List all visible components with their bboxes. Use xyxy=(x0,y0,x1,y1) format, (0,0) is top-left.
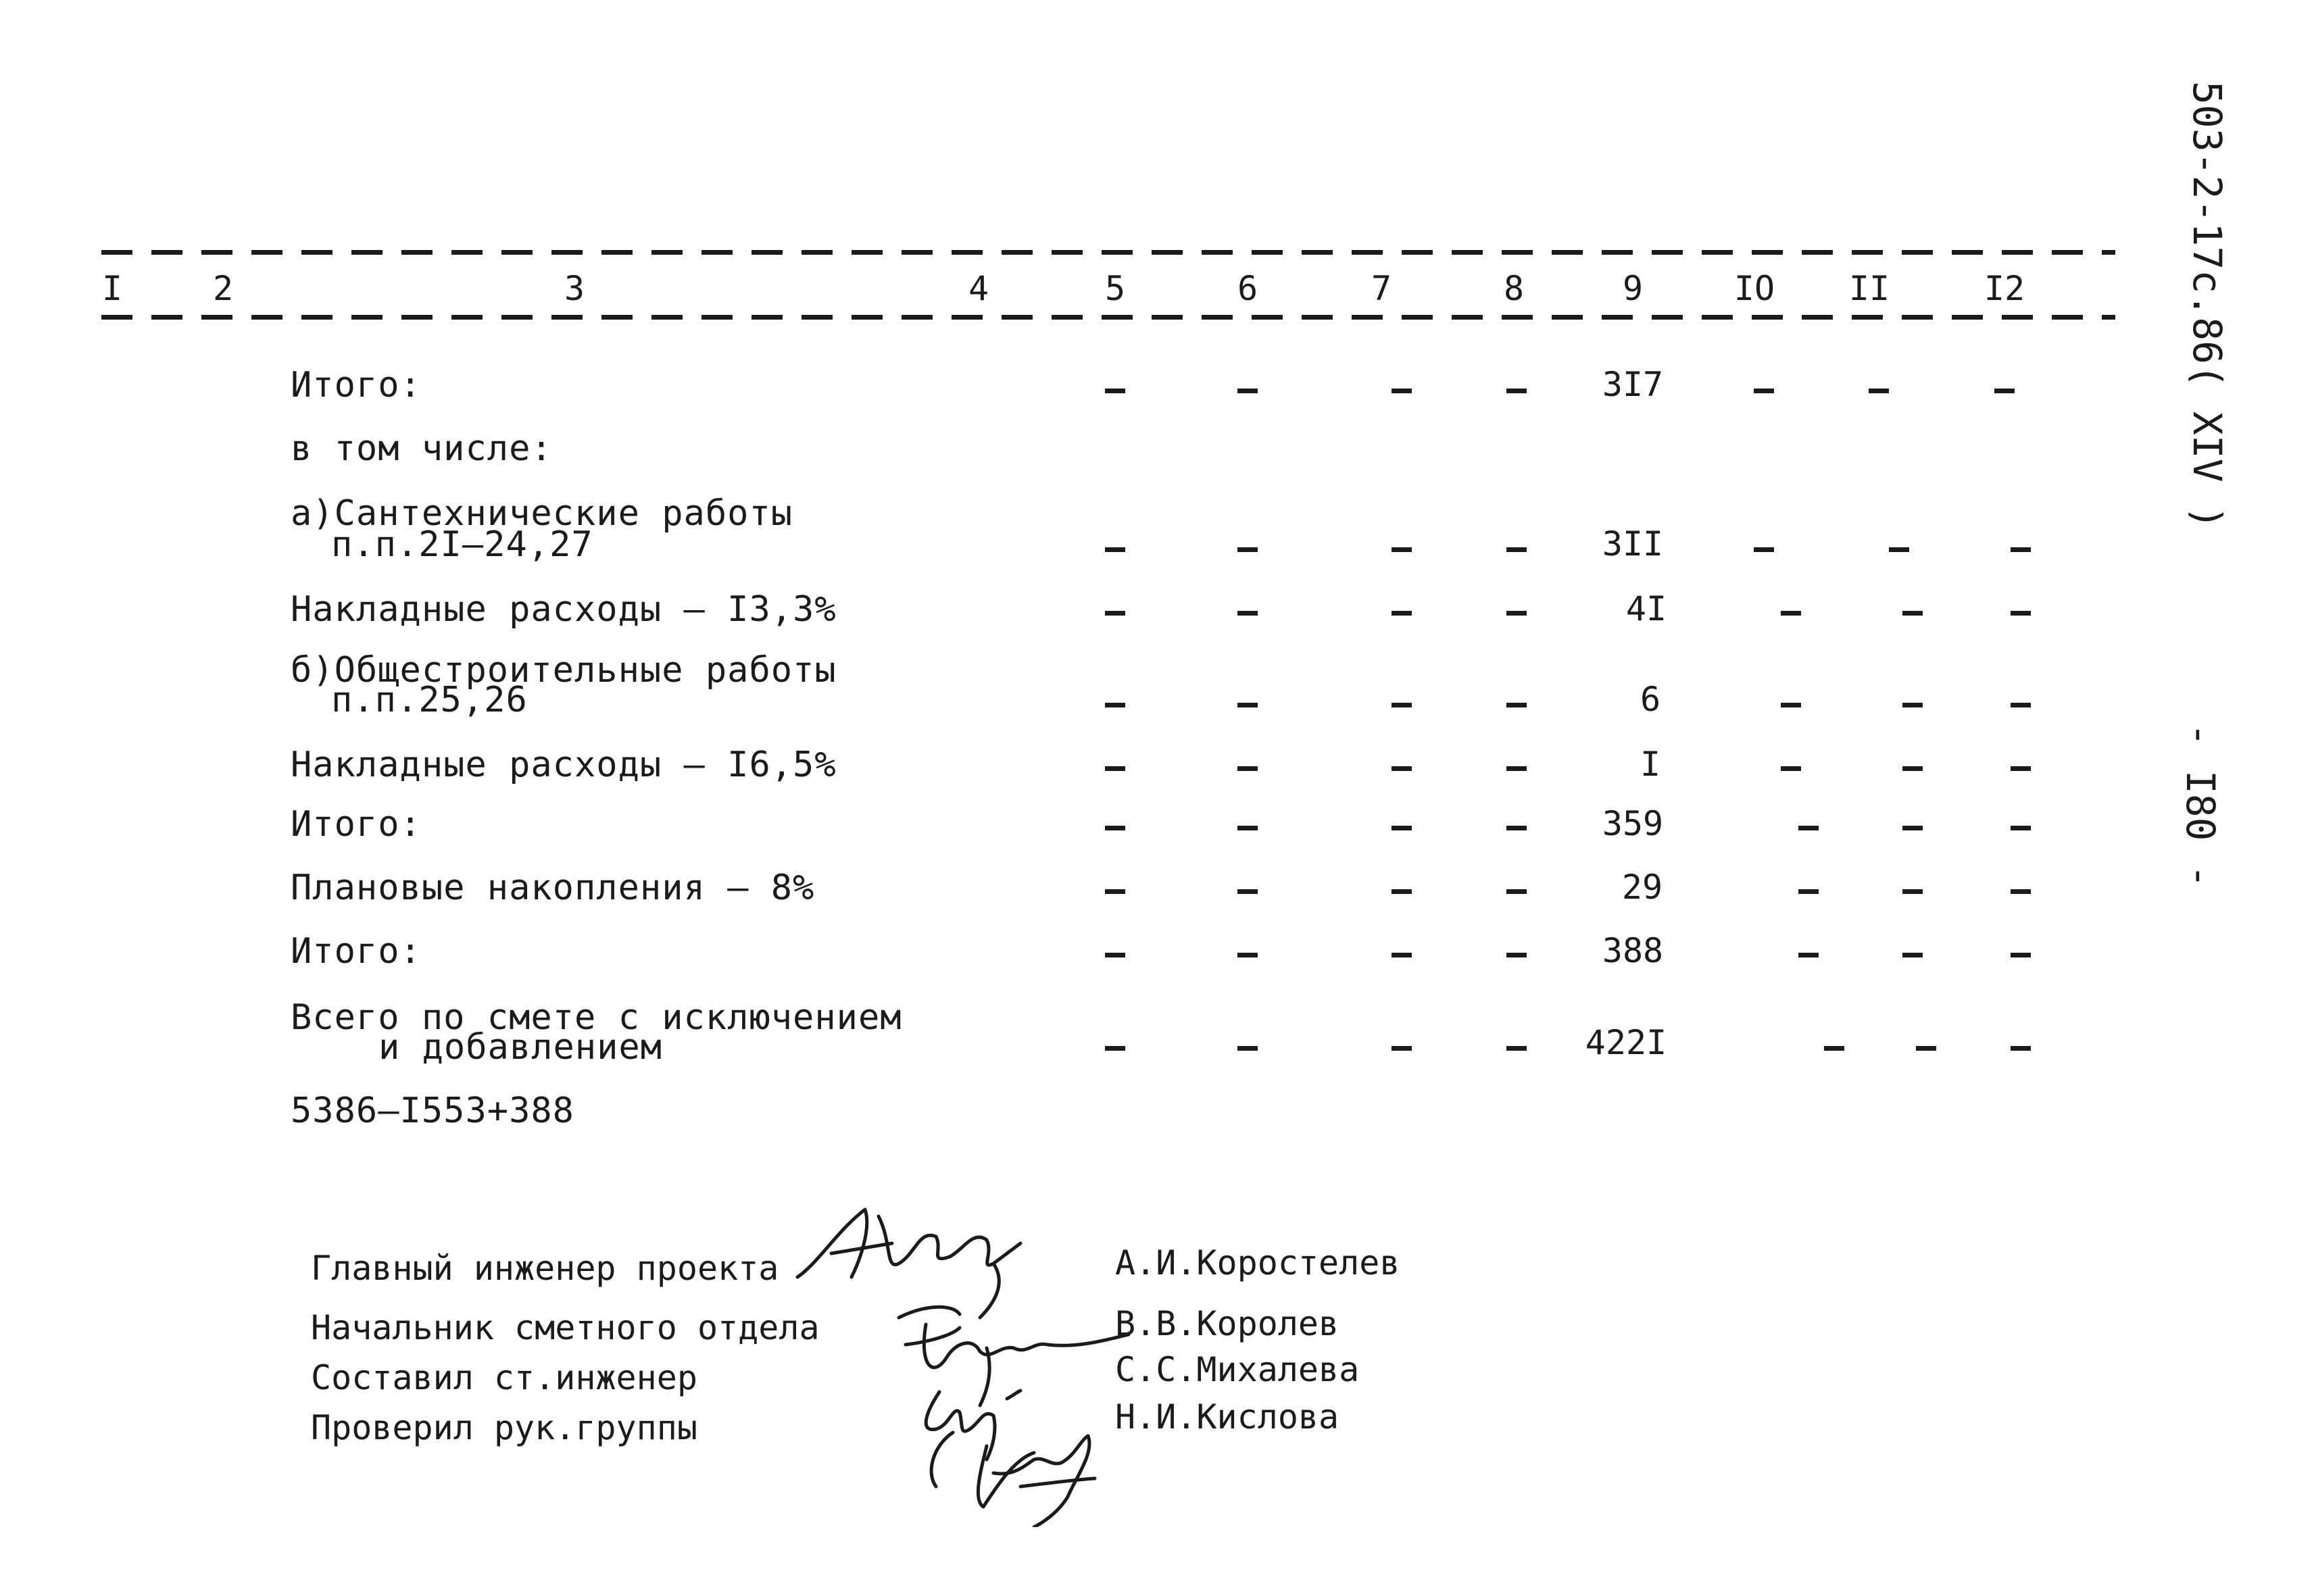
dash-mark xyxy=(1392,547,1412,552)
dash-mark xyxy=(1902,611,1923,616)
page-number: - I80 - xyxy=(2177,723,2223,889)
dash-mark xyxy=(2011,547,2031,552)
signatory-name: В.В.Королев xyxy=(1115,1304,1339,1343)
col-header: 9 xyxy=(1622,269,1644,308)
cell-value: 388 xyxy=(1602,931,1664,970)
col-header: I2 xyxy=(1984,269,2025,308)
dash-mark xyxy=(1392,953,1412,957)
dash-mark xyxy=(1798,826,1819,830)
dash-mark xyxy=(1392,826,1412,830)
dash-mark xyxy=(1889,547,1909,552)
col-header: 7 xyxy=(1371,269,1392,308)
row-label: Накладные расходы – I3,3% xyxy=(291,589,837,630)
dash-mark xyxy=(1824,1046,1844,1051)
dash-mark xyxy=(2011,1046,2031,1051)
cell-value: 29 xyxy=(1621,868,1663,907)
dash-mark xyxy=(1781,703,1801,707)
cell-value: 3II xyxy=(1602,524,1664,564)
row-label: в том числе: xyxy=(291,428,553,469)
dash-mark xyxy=(1902,826,1923,830)
col-header: 2 xyxy=(212,269,234,308)
col-header: IO xyxy=(1733,269,1775,308)
row-label: Накладные расходы – I6,5% xyxy=(291,745,837,785)
row-label: Плановые накопления – 8% xyxy=(291,868,815,908)
dash-mark xyxy=(1754,547,1774,552)
dash-mark xyxy=(1781,766,1801,771)
dash-mark xyxy=(1902,703,1923,707)
dash-mark xyxy=(1798,889,1819,894)
dash-mark xyxy=(2011,953,2031,957)
dash-mark xyxy=(1392,889,1412,894)
dash-mark xyxy=(1392,389,1412,393)
dash-mark xyxy=(1237,766,1258,771)
row-label: а)Сантехнические работы xyxy=(291,493,793,534)
col-header: 5 xyxy=(1104,269,1126,308)
col-header: 8 xyxy=(1503,269,1525,308)
dash-mark xyxy=(1798,953,1819,957)
row-label-line2: п.п.2I–24,27 xyxy=(331,524,593,565)
dash-mark xyxy=(2011,826,2031,830)
dash-mark xyxy=(1237,547,1258,552)
col-header: I xyxy=(101,269,123,308)
signatory-name: А.И.Коростелев xyxy=(1115,1243,1400,1282)
dash-mark xyxy=(1506,826,1527,830)
dash-mark xyxy=(1237,953,1258,957)
cell-value: 359 xyxy=(1602,804,1664,843)
dash-mark xyxy=(1506,389,1527,393)
dash-mark xyxy=(1902,766,1923,771)
signature-role: Проверил рук.группы xyxy=(311,1408,697,1447)
dash-mark xyxy=(1105,1046,1125,1051)
cell-value: 422I xyxy=(1585,1023,1667,1062)
dash-mark xyxy=(1781,611,1801,616)
cell-value: 4I xyxy=(1625,589,1667,628)
dash-mark xyxy=(1105,889,1125,894)
col-header: 3 xyxy=(564,269,585,308)
signature-role: Составил ст.инженер xyxy=(311,1358,697,1397)
dash-mark xyxy=(1105,703,1125,707)
row-label: Итого: xyxy=(291,804,422,845)
dash-mark xyxy=(1902,953,1923,957)
row-label-line2: и добавлением xyxy=(378,1027,662,1068)
dash-mark xyxy=(1237,1046,1258,1051)
dash-mark xyxy=(1237,826,1258,830)
dash-mark xyxy=(1869,389,1889,393)
dash-mark xyxy=(1902,889,1923,894)
signature-role: Начальник сметного отдела xyxy=(311,1308,820,1347)
col-header: 6 xyxy=(1237,269,1258,308)
dash-mark xyxy=(1506,547,1527,552)
cell-value: 3I7 xyxy=(1602,365,1664,404)
dash-mark xyxy=(1392,703,1412,707)
dash-mark xyxy=(1105,826,1125,830)
row-label: Всего по смете с исключением xyxy=(291,997,902,1038)
cell-value: 6 xyxy=(1640,680,1661,719)
col-header: II xyxy=(1848,269,1890,308)
document-code: 503-2-17с.86( XIV ) xyxy=(2184,81,2230,530)
dash-mark xyxy=(1506,611,1527,616)
row-label: Итого: xyxy=(291,365,422,405)
dash-mark xyxy=(2011,611,2031,616)
dash-mark xyxy=(1506,953,1527,957)
dash-mark xyxy=(1392,1046,1412,1051)
dash-mark xyxy=(1237,889,1258,894)
signatory-name: Н.И.Кислова xyxy=(1115,1397,1339,1437)
dash-mark xyxy=(2011,889,2031,894)
dash-mark xyxy=(1237,611,1258,616)
dash-mark xyxy=(1392,766,1412,771)
dash-mark xyxy=(1105,389,1125,393)
header-rule-top xyxy=(101,250,2115,255)
cell-value: I xyxy=(1640,745,1661,784)
signature-role: Главный инженер проекта xyxy=(311,1249,779,1288)
row-label: б)Общестроительные работы xyxy=(291,650,837,691)
header-rule-bottom xyxy=(101,315,2115,320)
dash-mark xyxy=(2011,766,2031,771)
dash-mark xyxy=(1105,766,1125,771)
row-label: Итого: xyxy=(291,931,422,972)
signatory-name: С.С.Михалева xyxy=(1115,1350,1360,1389)
col-header: 4 xyxy=(968,269,989,308)
dash-mark xyxy=(2011,703,2031,707)
dash-mark xyxy=(1506,703,1527,707)
dash-mark xyxy=(1506,766,1527,771)
dash-mark xyxy=(1105,547,1125,552)
dash-mark xyxy=(1237,389,1258,393)
row-label-line2: п.п.25,26 xyxy=(331,680,528,720)
formula: 5386–I553+388 xyxy=(291,1091,574,1131)
dash-mark xyxy=(1506,1046,1527,1051)
dash-mark xyxy=(1237,703,1258,707)
dash-mark xyxy=(1105,611,1125,616)
handwritten-signature-icon xyxy=(791,1189,1142,1527)
dash-mark xyxy=(1994,389,2015,393)
dash-mark xyxy=(1506,889,1527,894)
dash-mark xyxy=(1916,1046,1936,1051)
dash-mark xyxy=(1754,389,1774,393)
dash-mark xyxy=(1105,953,1125,957)
dash-mark xyxy=(1392,611,1412,616)
